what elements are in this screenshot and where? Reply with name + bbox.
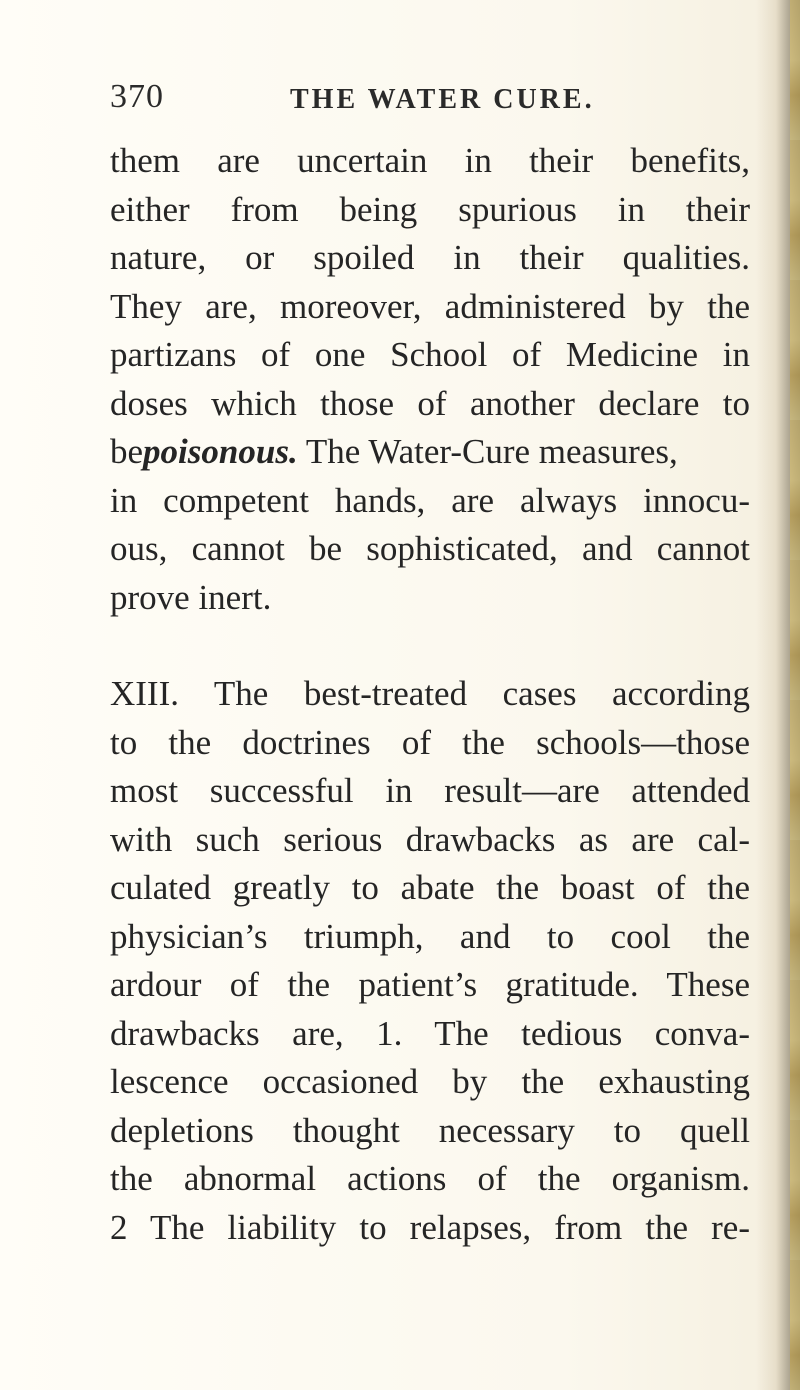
text-line: culated greatly to abate the boast of the [110, 868, 750, 907]
text-line: ous, cannot be sophisticated, and cannot [110, 529, 750, 568]
text-line: XIII. The best-treated cases according [110, 674, 750, 713]
text-line: to the doctrines of the schools—those [110, 722, 750, 762]
text-line-with-emphasis [110, 428, 750, 477]
page-number: 370 [110, 78, 164, 115]
emphasis-word: poisonous. [143, 432, 298, 471]
text-line: them are uncertain in their benefits, [110, 141, 750, 180]
paragraph-gap [110, 622, 750, 670]
text-line: physician’s triumph, and to cool the [110, 916, 750, 956]
text-line: most successful in result—are attended [110, 771, 750, 810]
text-line: in competent hands, are always innocu- [110, 480, 750, 520]
text-line: either from being spurious in their [110, 189, 750, 229]
line-suffix: The Water-Cure measures, [297, 432, 678, 471]
text-line: partizans of one School of Medicine in [110, 335, 750, 374]
text-line: lescence occasioned by the exhausting [110, 1062, 750, 1101]
text-line: ardour of the patient’s gratitude. These [110, 965, 750, 1004]
text-line: They are, moreover, administered by the [110, 286, 750, 326]
body-text [110, 137, 750, 1252]
text-line: doses which those of another declare to [110, 383, 750, 423]
text-line: drawbacks are, 1. The tedious conva- [110, 1013, 750, 1053]
page-header [110, 78, 670, 128]
running-title: THE WATER CURE. [290, 84, 595, 115]
text-line: 2 The liability to relapses, from the re- [110, 1207, 750, 1247]
text-line: with such serious drawbacks as are cal- [110, 819, 750, 859]
text-line: nature, or spoiled in their qualities. [110, 238, 750, 277]
line-prefix: be [110, 432, 144, 471]
text-line: the abnormal actions of the organism. [110, 1159, 750, 1198]
text-line: depletions thought necessary to quell [110, 1110, 750, 1150]
text-line: prove inert. [110, 577, 272, 617]
page-edge-binding [790, 0, 800, 1390]
